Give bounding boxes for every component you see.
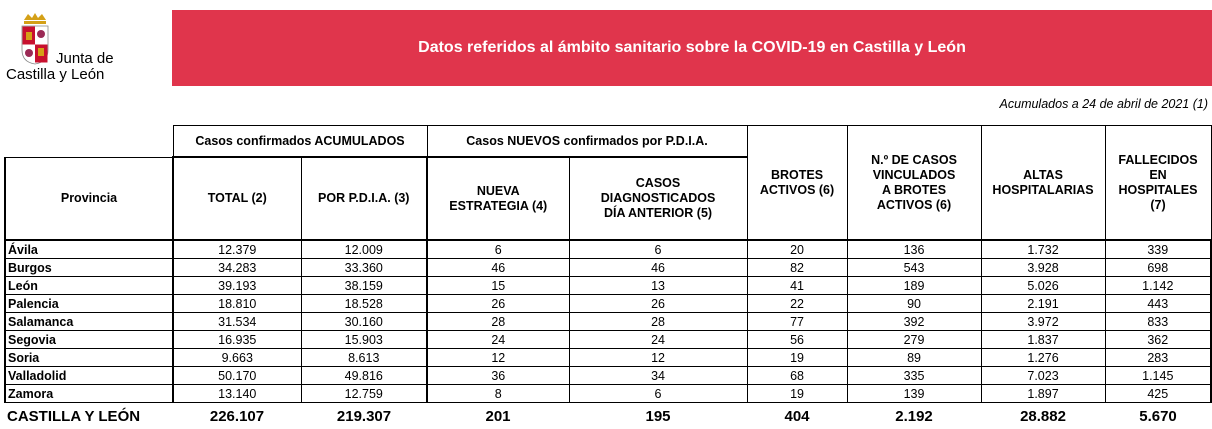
data-cell: 698: [1105, 259, 1211, 277]
group-header-row: [5, 126, 1211, 158]
col-header-nueva-estrategia: NUEVA ESTRATEGIA (4): [427, 157, 569, 240]
data-cell: 31.534: [173, 313, 301, 331]
group-header-nuevos: Casos NUEVOS confirmados por P.D.I.A.: [427, 126, 747, 158]
col-header-provincia: Provincia: [5, 157, 173, 240]
data-cell: 12.009: [301, 240, 427, 259]
data-cell: 18.810: [173, 295, 301, 313]
data-cell: 283: [1105, 349, 1211, 367]
data-cell: 50.170: [173, 367, 301, 385]
banner-title: Datos referidos al ámbito sanitario sobre la COVID-19 en Castilla y León: [418, 39, 966, 57]
data-cell: 3.972: [981, 313, 1105, 331]
data-cell: 12.759: [301, 385, 427, 403]
total-cell: 201: [427, 403, 569, 429]
data-cell: 39.193: [173, 277, 301, 295]
data-cell: 19: [747, 385, 847, 403]
table-row: [5, 313, 1211, 331]
data-cell: 12: [569, 349, 747, 367]
col-header-total: TOTAL (2): [173, 157, 301, 240]
data-cell: 6: [569, 385, 747, 403]
data-cell: 543: [847, 259, 981, 277]
total-label: CASTILLA Y LEÓN: [5, 403, 173, 429]
total-cell: 404: [747, 403, 847, 429]
data-cell: 1.276: [981, 349, 1105, 367]
data-cell: 7.023: [981, 367, 1105, 385]
province-name: Zamora: [5, 385, 173, 403]
data-cell: 20: [747, 240, 847, 259]
data-cell: 339: [1105, 240, 1211, 259]
data-cell: 19: [747, 349, 847, 367]
data-cell: 6: [427, 240, 569, 259]
title-banner: [172, 10, 1212, 86]
total-cell: 28.882: [981, 403, 1105, 429]
data-cell: 24: [427, 331, 569, 349]
province-name: Ávila: [5, 240, 173, 259]
data-cell: 38.159: [301, 277, 427, 295]
total-cell: 195: [569, 403, 747, 429]
data-cell: 34: [569, 367, 747, 385]
data-cell: 139: [847, 385, 981, 403]
table-row: [5, 367, 1211, 385]
data-cell: 1.142: [1105, 277, 1211, 295]
data-cell: 89: [847, 349, 981, 367]
data-cell: 56: [747, 331, 847, 349]
data-cell: 90: [847, 295, 981, 313]
data-cell: 30.160: [301, 313, 427, 331]
col-header-vinculados: N.º DE CASOS VINCULADOS A BROTES ACTIVOS (6): [847, 126, 981, 241]
data-cell: 3.928: [981, 259, 1105, 277]
province-name: Salamanca: [5, 313, 173, 331]
col-header-fallecidos: FALLECIDOS EN HOSPITALES (7): [1105, 126, 1211, 241]
table-row: [5, 240, 1211, 259]
province-name: Soria: [5, 349, 173, 367]
data-cell: 26: [569, 295, 747, 313]
data-cell: 46: [569, 259, 747, 277]
table-row: [5, 331, 1211, 349]
data-cell: 28: [427, 313, 569, 331]
data-cell: 136: [847, 240, 981, 259]
data-cell: 41: [747, 277, 847, 295]
table-row: [5, 259, 1211, 277]
data-cell: 13.140: [173, 385, 301, 403]
data-cell: 1.837: [981, 331, 1105, 349]
total-cell: 5.670: [1105, 403, 1211, 429]
data-cell: 18.528: [301, 295, 427, 313]
province-name: León: [5, 277, 173, 295]
data-cell: 1.145: [1105, 367, 1211, 385]
province-name: Burgos: [5, 259, 173, 277]
data-cell: 833: [1105, 313, 1211, 331]
col-header-altas: ALTAS HOSPITALARIAS: [981, 126, 1105, 241]
total-cell: 226.107: [173, 403, 301, 429]
data-cell: 335: [847, 367, 981, 385]
table-body: [5, 240, 1211, 403]
data-cell: 24: [569, 331, 747, 349]
logo-text-line2: Castilla y León: [6, 66, 104, 83]
data-cell: 6: [569, 240, 747, 259]
total-row: [5, 403, 1211, 429]
table-row: [5, 277, 1211, 295]
data-cell: 15: [427, 277, 569, 295]
data-cell: 22: [747, 295, 847, 313]
col-header-dia-anterior: CASOS DIAGNOSTICADOS DÍA ANTERIOR (5): [569, 157, 747, 240]
data-cell: 82: [747, 259, 847, 277]
date-subtitle: Acumulados a 24 de abril de 2021 (1): [1000, 97, 1208, 111]
province-name: Segovia: [5, 331, 173, 349]
data-cell: 8.613: [301, 349, 427, 367]
data-cell: 77: [747, 313, 847, 331]
table-row: [5, 385, 1211, 403]
blank-corner: [5, 126, 173, 158]
junta-logo: [6, 12, 166, 88]
covid-data-table: [4, 125, 1212, 429]
logo-text-line1: Junta de: [56, 50, 114, 67]
data-cell: 16.935: [173, 331, 301, 349]
data-cell: 8: [427, 385, 569, 403]
data-cell: 9.663: [173, 349, 301, 367]
data-cell: 12.379: [173, 240, 301, 259]
data-cell: 1.897: [981, 385, 1105, 403]
data-cell: 1.732: [981, 240, 1105, 259]
total-cell: 219.307: [301, 403, 427, 429]
data-cell: 425: [1105, 385, 1211, 403]
data-cell: 12: [427, 349, 569, 367]
col-header-pdia: POR P.D.I.A. (3): [301, 157, 427, 240]
province-name: Palencia: [5, 295, 173, 313]
data-cell: 392: [847, 313, 981, 331]
data-cell: 2.191: [981, 295, 1105, 313]
data-cell: 5.026: [981, 277, 1105, 295]
table-row: [5, 349, 1211, 367]
table-row: [5, 295, 1211, 313]
col-header-brotes: BROTES ACTIVOS (6): [747, 126, 847, 241]
data-cell: 26: [427, 295, 569, 313]
data-cell: 15.903: [301, 331, 427, 349]
data-cell: 46: [427, 259, 569, 277]
data-cell: 13: [569, 277, 747, 295]
coat-of-arms-icon: [16, 12, 54, 66]
data-cell: 68: [747, 367, 847, 385]
data-cell: 189: [847, 277, 981, 295]
data-cell: 28: [569, 313, 747, 331]
data-cell: 36: [427, 367, 569, 385]
data-cell: 34.283: [173, 259, 301, 277]
group-header-acumulados: Casos confirmados ACUMULADOS: [173, 126, 427, 158]
data-cell: 49.816: [301, 367, 427, 385]
data-cell: 443: [1105, 295, 1211, 313]
data-cell: 33.360: [301, 259, 427, 277]
data-cell: 279: [847, 331, 981, 349]
total-cell: 2.192: [847, 403, 981, 429]
data-cell: 362: [1105, 331, 1211, 349]
province-name: Valladolid: [5, 367, 173, 385]
